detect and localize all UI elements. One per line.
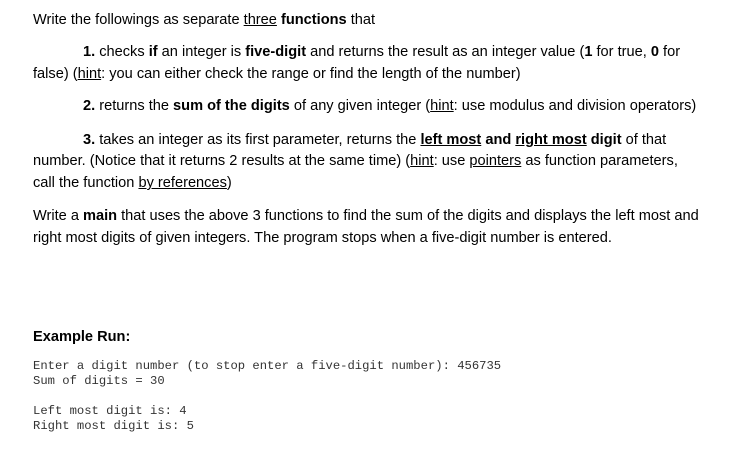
example-output-line-1: Enter a digit number (to stop enter a five-digit number): 456735: [33, 359, 502, 373]
item-1-number: 1.: [83, 44, 96, 60]
item-2-number: 2.: [83, 98, 96, 114]
item-1-line-2: false) (hint: you can either check the range or find the length of the number): [33, 66, 521, 82]
main-paragraph-line-1: Write a main that uses the above 3 functions to find the sum of the digits and displays the left most and: [33, 208, 699, 224]
item-3-number: 3.: [83, 132, 96, 148]
intro-line: Write the followings as separate three functions that: [33, 12, 376, 28]
underlined-three: three: [243, 12, 277, 28]
main-paragraph-line-2: right most digits of given integers. The program stops when a five-digit number is entered.: [33, 230, 612, 246]
example-output-line-2: Sum of digits = 30: [33, 374, 165, 388]
example-heading: Example Run:: [33, 329, 131, 345]
item-2-line: 2. returns the sum of the digits of any given integer (hint: use modulus and division operators): [83, 98, 697, 114]
item-3-line-2: number. (Notice that it returns 2 results at the same time) (hint: use pointers as function parameters,: [33, 153, 678, 169]
item-3-line-1: 3. takes an integer as its first parameter, returns the left most and right most digit of that: [83, 132, 667, 148]
item-1-line-1: 1. checks if an integer is five-digit and returns the result as an integer value (1 for true, 0 for: [83, 44, 681, 60]
item-3-line-3: call the function by references): [33, 175, 232, 191]
example-output-line-3: Left most digit is: 4: [33, 404, 187, 418]
example-output-line-4: Right most digit is: 5: [33, 419, 194, 433]
